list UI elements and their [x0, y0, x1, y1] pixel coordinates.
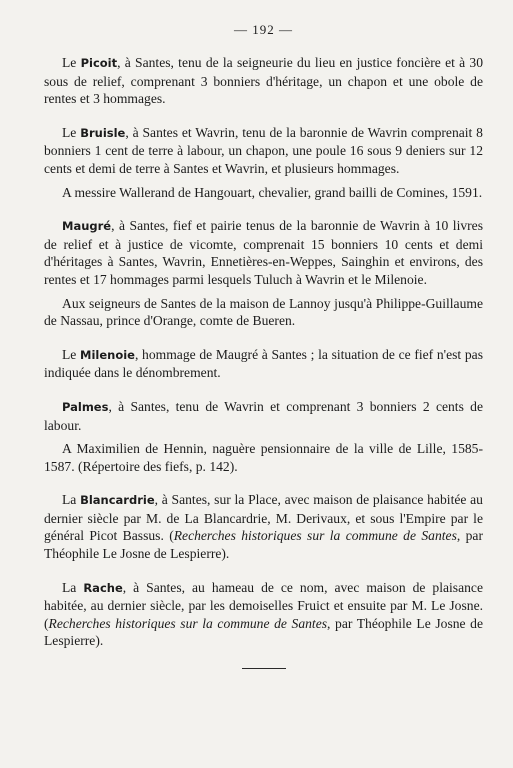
fief-name: Blancardrie [80, 493, 155, 508]
entry-text: , à Santes, fief et pairie tenus de la baronnie de Wavrin à 10 livres de relief et à justice de vicomte, comprenait 15 bonniers 10 cents et demi d'héritages à Santes, Wavrin, Ennetières-en-Weppes, Sainghin et environs, des rentes et 17 hommages parmi lesquels Tuluch à Wavrin et le Milenoie. [44, 218, 483, 287]
entry-paragraph [44, 124, 483, 178]
entry-palmes [44, 398, 483, 475]
entry-text: , à Santes et Wavrin, tenu de la baronnie de Wavrin comprenait 8 bonniers 1 cent de terre à labour, un chapon, une poule 16 sous 9 deniers sur 12 cents et demi de terre à Santes et Wavrin, et plusieurs hommages. [44, 124, 483, 176]
source-tail: , par Théophile Le Josne de Lespierre). [44, 528, 483, 562]
fief-name: Picoit [80, 56, 118, 70]
entry-paragraph [44, 491, 483, 562]
end-rule [242, 668, 286, 669]
entry-paragraph [44, 217, 483, 288]
entry-paragraph [44, 54, 483, 108]
fief-name: Palmes [62, 399, 109, 414]
entry-lead: La [62, 492, 81, 508]
entry-text: , à Santes, tenu de Wavrin et comprenant 3 bonniers 2 cents de labour. [44, 398, 483, 433]
entry-lead: Le [62, 346, 81, 362]
entry-note: A Maximilien de Hennin, naguère pensionnaire de la ville de Lille, 1585-1587. (Répertoire des fiefs, p. 142). [44, 441, 483, 474]
fief-name: Rache [83, 580, 123, 595]
entry-lead: La [62, 579, 84, 595]
entry-text: , à Santes, sur la Place, avec maison de plaisance habitée au dernier siècle par M. de La Blancardrie, M. Derivaux, et sous l'Empire par le général Picot Bassus. ( [44, 492, 483, 544]
entry-picoit [44, 54, 483, 108]
entry-paragraph [44, 346, 483, 382]
entry-note: A messire Wallerand de Hangouart, chevalier, grand bailli de Comines, 1591. [62, 184, 483, 200]
entry-paragraph [44, 579, 483, 650]
entry-text: , hommage de Maugré à Santes ; la situation de ce fief n'est pas indiquée dans le dénombrement. [44, 346, 483, 381]
entry-text: , à Santes, au hameau de ce nom, avec maison de plaisance habitée, au dernier siècle, par les demoiselles Fruict et ensuite par M. Le Josne. ( [44, 579, 483, 631]
entry-text: , à Santes, tenu de la seigneurie du lieu en justice foncière et à 30 sous de relief, comprenant 3 bonniers d'héritage, un chapon et une obole de rentes et 3 hommages. [44, 55, 483, 107]
fief-name: Bruisle [80, 125, 126, 140]
entry-blancardrie [44, 491, 483, 562]
source-title: Recherches historiques sur la commune de Santes [48, 615, 328, 631]
entry-rache [44, 579, 483, 650]
source-title: Recherches historiques sur la commune de Santes [173, 528, 457, 544]
page-number: — 192 — [234, 22, 293, 37]
entry-lead: Le [62, 124, 81, 140]
source-tail: , par Théophile Le Josne de Lespierre). [44, 615, 483, 649]
fief-name: Milenoie [80, 347, 135, 362]
entry-lead: Le [62, 55, 81, 70]
entry-paragraph [44, 398, 483, 434]
entry-note: Aux seigneurs de Santes de la maison de Lannoy jusqu'à Philippe-Guillaume de Nassau, prince d'Orange, comte de Bueren. [44, 295, 483, 329]
entry-bruisle [44, 124, 483, 201]
fief-name: Maugré [62, 219, 112, 234]
entry-maugre [44, 217, 483, 330]
entry-milenoie [44, 346, 483, 382]
